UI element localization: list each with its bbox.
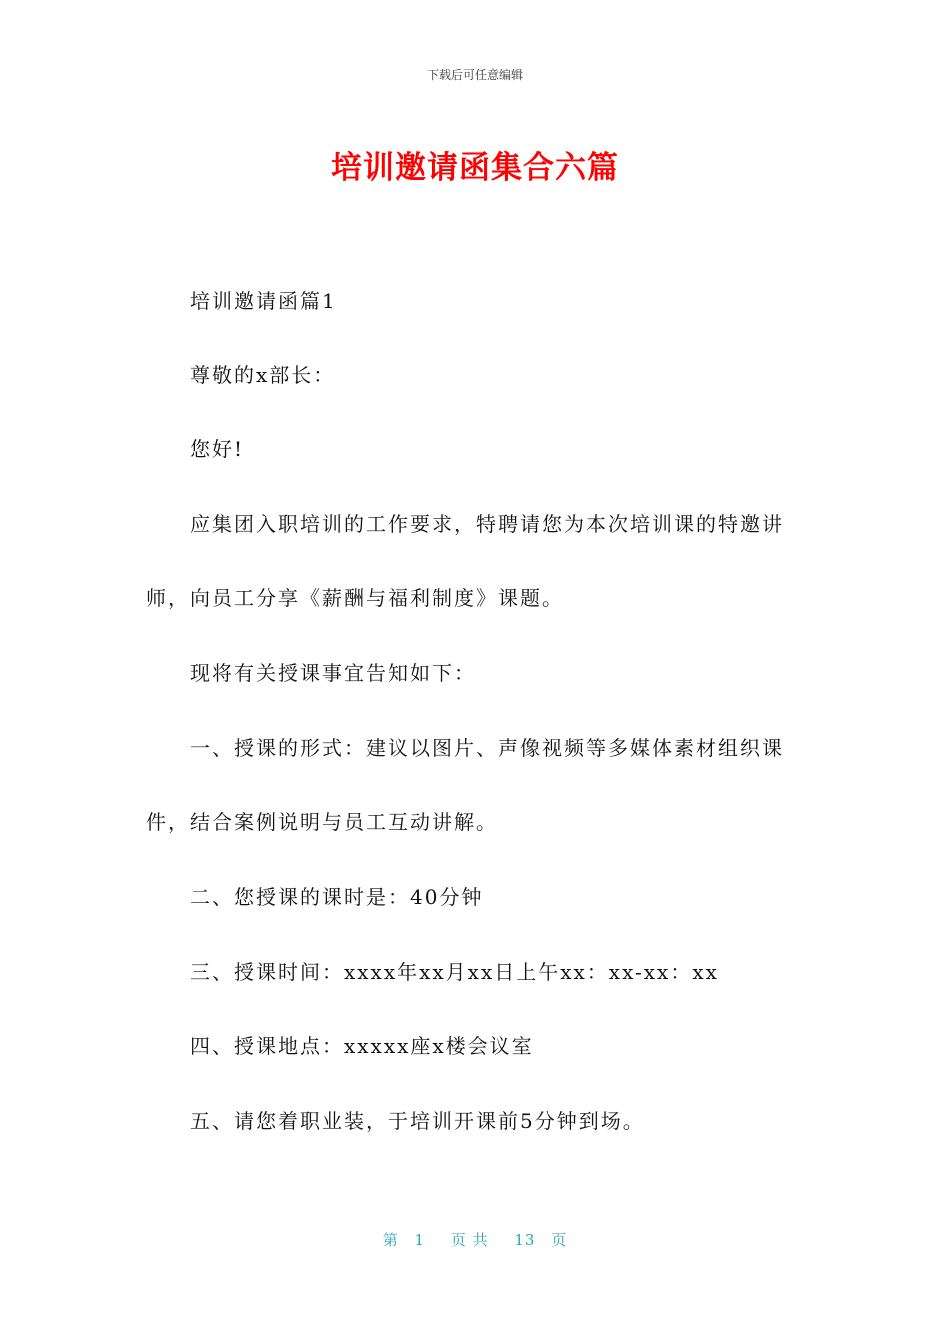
body-paragraph-line: 应集团入职培训的工作要求，特聘请您为本次培训课的特邀讲 (190, 512, 784, 536)
list-item: 五、请您着职业装，于培训开课前5分钟到场。 (190, 1109, 645, 1133)
document-title: 培训邀请函集合六篇 (331, 150, 619, 186)
footer-prefix: 第 (382, 1231, 399, 1249)
page-header: 下载后可任意编辑 (426, 68, 523, 82)
list-item: 二、您授课的课时是：40分钟 (190, 885, 484, 909)
list-item: 四、授课地点：xxxxx座x楼会议室 (190, 1034, 534, 1058)
list-item-line: 件，结合案例说明与员工互动讲解。 (146, 810, 498, 834)
footer-middle: 页 共 (450, 1231, 489, 1249)
footer-total-pages: 13 (514, 1231, 536, 1249)
list-item: 三、授课时间：xxxx年xx月xx日上午xx：xx-xx：xx (190, 960, 719, 984)
footer-page-number: 1 (414, 1231, 426, 1249)
salutation: 尊敬的x部长： (190, 363, 336, 387)
footer-suffix: 页 (551, 1231, 568, 1249)
list-item-line: 一、授课的形式：建议以图片、声像视频等多媒体素材组织课 (190, 736, 784, 760)
section-heading: 培训邀请函篇1 (190, 289, 337, 313)
body-paragraph-line: 现将有关授课事宜告知如下： (190, 661, 476, 685)
greeting: 您好! (190, 437, 245, 461)
page-footer (0, 1229, 950, 1250)
body-paragraph-line: 师，向员工分享《薪酬与福利制度》课题。 (146, 586, 564, 610)
